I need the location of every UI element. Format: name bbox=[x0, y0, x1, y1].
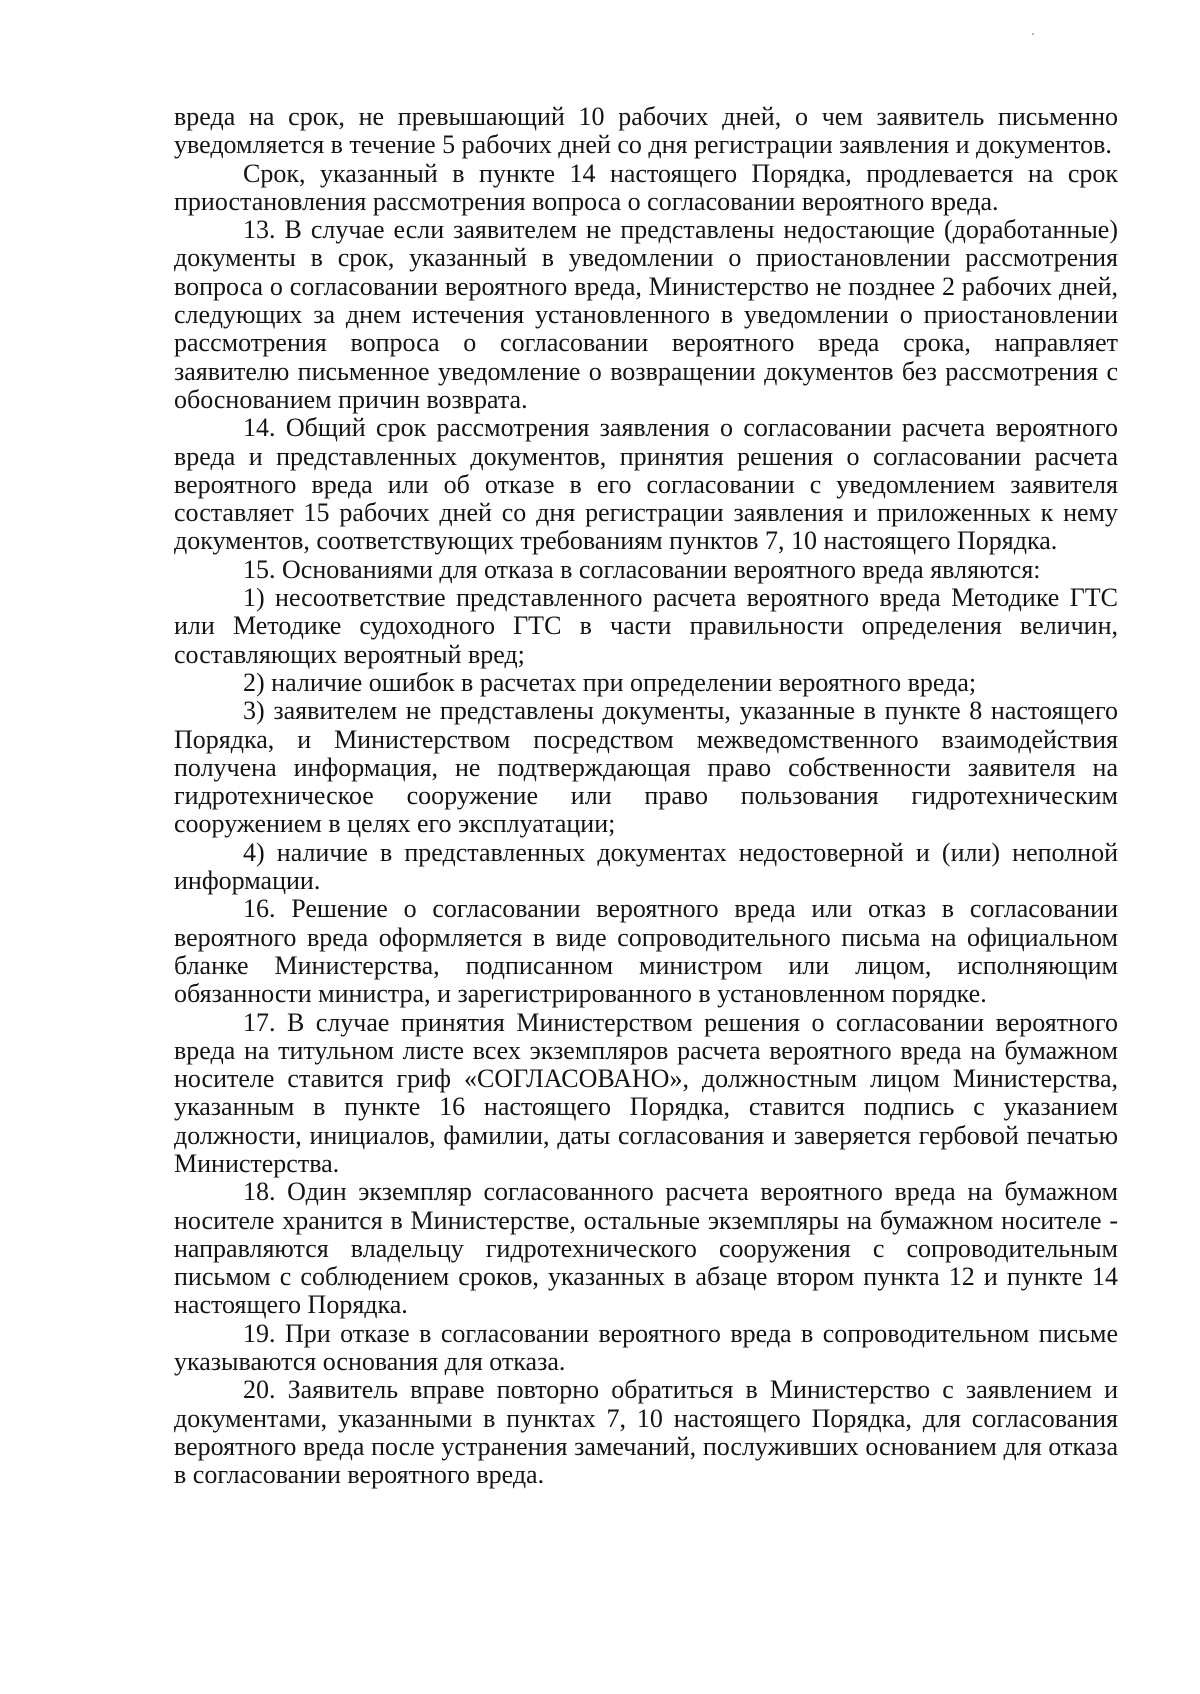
paragraph-16: 16. Решение о согласовании вероятного вреда или отказ в согласовании вероятного вреда оформляется в виде сопроводительного письма на официальном бланке Министерства, подписанном министром или лицом, исполняющим обязанности министра, и зарегистрированного в установленном порядке. bbox=[174, 894, 1118, 1009]
paragraph-term-extension: Срок, указанный в пункте 14 настоящего Порядка, продлевается на срок приостановления рассмотрения вопроса о согласовании вероятного вреда. bbox=[174, 158, 1118, 216]
paragraph-19: 19. При отказе в согласовании вероятного вреда в сопроводительном письме указываются основания для отказа. bbox=[174, 1318, 1118, 1377]
paragraph-18: 18. Один экземпляр согласованного расчета вероятного вреда на бумажном носителе хранится в Министерстве, остальные экземпляры на бумажном носителе - направляются владельцу гидротехнического сооружения с сопроводительным письмом с соблюдением сроков, указанных в абзаце втором пункта 12 и пункте 14 настоящего Порядка. bbox=[174, 1177, 1118, 1320]
paragraph-continuation: вреда на срок, не превышающий 10 рабочих дней, о чем заявитель письменно уведомляется в течение 5 рабочих дней со дня регистрации заявления и документов. bbox=[174, 102, 1118, 160]
paragraph-14: 14. Общий срок рассмотрения заявления о согласовании расчета вероятного вреда и представленных документов, принятия решения о согласовании расчета вероятного вреда или об отказе в его согласовании с уведомлением заявителя составляет 15 рабочих дней со дня регистрации заявления и приложенных к нему документов, соответствующих требованиям пунктов 7, 10 настоящего Порядка. bbox=[174, 413, 1118, 556]
paragraph-17: 17. В случае принятия Министерством решения о согласовании вероятного вреда на титульном листе всех экземпляров расчета вероятного вреда на бумажном носителе ставится гриф «СОГЛАСОВАНО», должностным лицом Министерства, указанным в пункте 16 настоящего Порядка, ставится подпись с указанием должности, инициалов, фамилии, даты согласования и заверяется гербовой печатью Министерства. bbox=[174, 1007, 1118, 1178]
paragraph-15-item-2: 2) наличие ошибок в расчетах при определении вероятного вреда; bbox=[243, 667, 977, 697]
paragraph-13: 13. В случае если заявителем не представлены недостающие (доработанные) документы в срок, указанный в уведомлении о приостановлении рассмотрения вопроса о согласовании вероятного вреда, Министерство не позднее 2 рабочих дней, следующих за днем истечения установленного в уведомлении о приостановлении рассмотрения вопроса о согласовании вероятного вреда срока, направляет заявителю письменное уведомление о возвращении документов без рассмотрения с обоснованием причин возврата. bbox=[174, 215, 1118, 414]
paragraph-15-item-4: 4) наличие в представленных документах недостоверной и (или) неполной информации. bbox=[174, 837, 1118, 896]
paragraph-15-item-3: 3) заявителем не представлены документы, указанные в пункте 8 настоящего Порядка, и Министерством посредством межведомственного взаимодействия получена информация, не подтверждающая право собственности заявителя на гидротехническое сооружение или право пользования гидротехническим сооружением в целях его эксплуатации; bbox=[174, 696, 1118, 839]
scan-speck bbox=[1032, 33, 1034, 35]
paragraph-15: 15. Основаниями для отказа в согласовании вероятного вреда являются: bbox=[243, 554, 1041, 584]
paragraph-20: 20. Заявитель вправе повторно обратиться в Министерство с заявлением и документами, указанными в пунктах 7, 10 настоящего Порядка, для согласования вероятного вреда после устранения замечаний, послуживших основанием для отказа в согласовании вероятного вреда. bbox=[174, 1375, 1118, 1490]
paragraph-15-item-1: 1) несоответствие представленного расчета вероятного вреда Методике ГТС или Методике судоходного ГТС в части правильности определения величин, составляющих вероятный вред; bbox=[174, 583, 1118, 669]
document-page bbox=[174, 103, 1118, 1490]
